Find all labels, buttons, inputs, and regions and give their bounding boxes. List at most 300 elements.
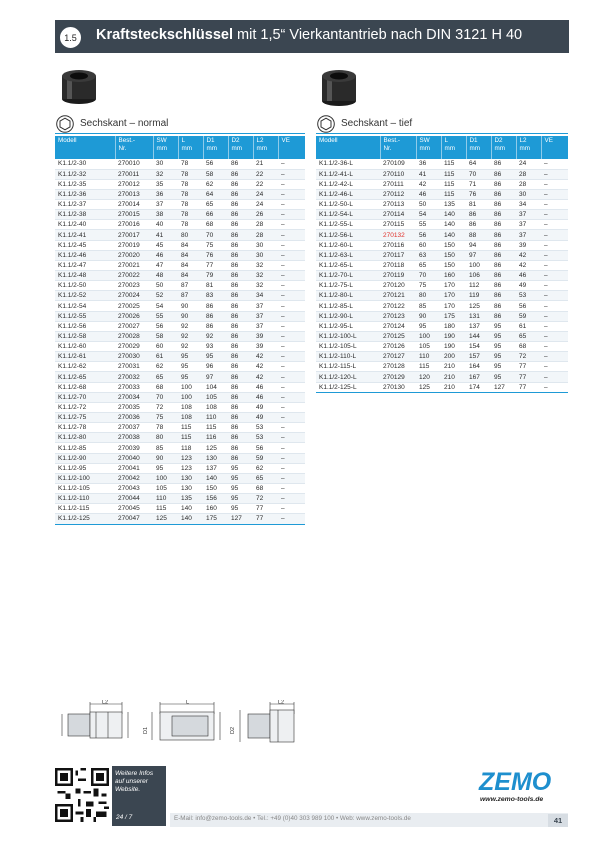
cell-l2: 68 — [516, 342, 541, 352]
cell-d1: 100 — [466, 260, 491, 270]
cell-sw: 52 — [153, 291, 178, 301]
cell-sw: 105 — [153, 484, 178, 494]
cell-ve: – — [541, 352, 568, 362]
cell-ve: – — [541, 210, 568, 220]
cell-l2: 39 — [253, 331, 278, 341]
cell-l2: 42 — [516, 260, 541, 270]
cell-modell: K1.1/2-70 — [55, 392, 115, 402]
cell-d1: 93 — [203, 342, 228, 352]
table-row — [55, 504, 305, 514]
cell-ve: – — [278, 423, 305, 433]
cell-ve: – — [278, 443, 305, 453]
cell-ve: – — [278, 473, 305, 483]
cell-best-nr: 270033 — [115, 382, 153, 392]
cell-l: 84 — [178, 240, 203, 250]
table-row — [55, 159, 305, 169]
table-row — [316, 260, 568, 270]
cell-ve: – — [278, 200, 305, 210]
cell-sw: 46 — [416, 189, 441, 199]
cell-best-nr: 270013 — [115, 189, 153, 199]
table-row — [316, 200, 568, 210]
diagram-3 — [240, 702, 294, 742]
cell-d2: 86 — [228, 179, 253, 189]
cell-best-nr: 270021 — [115, 260, 153, 270]
table-row — [55, 331, 305, 341]
cell-best-nr: 270123 — [380, 311, 416, 321]
cell-d1: 58 — [203, 169, 228, 179]
cell-l2: 77 — [253, 504, 278, 514]
cell-modell: K1.1/2-110 — [55, 494, 115, 504]
cell-sw: 37 — [153, 200, 178, 210]
table-row — [316, 159, 568, 169]
normal-table-body — [55, 159, 305, 524]
cell-sw: 70 — [153, 392, 178, 402]
cell-best-nr: 270121 — [380, 291, 416, 301]
table-row — [316, 342, 568, 352]
cell-d1: 96 — [203, 362, 228, 372]
cell-l: 78 — [178, 220, 203, 230]
info-line-2: auf unserer — [115, 778, 148, 785]
cell-best-nr: 270010 — [115, 159, 153, 169]
cell-sw: 55 — [153, 311, 178, 321]
cell-modell: K1.1/2-42-L — [316, 179, 380, 189]
hexagon-icon — [56, 115, 74, 133]
cell-l: 123 — [178, 463, 203, 473]
cell-best-nr: 270044 — [115, 494, 153, 504]
table-row — [316, 210, 568, 220]
cell-modell: K1.1/2-32 — [55, 169, 115, 179]
cell-sw: 125 — [153, 514, 178, 524]
table-row — [316, 362, 568, 372]
cell-d2: 86 — [491, 159, 516, 169]
cell-l: 78 — [178, 169, 203, 179]
table-row — [316, 382, 568, 392]
cell-l2: 34 — [516, 200, 541, 210]
cell-d1: 92 — [203, 331, 228, 341]
cell-ve: – — [278, 463, 305, 473]
cell-l2: 72 — [516, 352, 541, 362]
cell-modell: K1.1/2-36-L — [316, 159, 380, 169]
cell-d1: 71 — [466, 179, 491, 189]
cell-l2: 53 — [253, 433, 278, 443]
cell-l: 150 — [441, 240, 466, 250]
cell-sw: 85 — [416, 301, 441, 311]
cell-modell: K1.1/2-46 — [55, 250, 115, 260]
cell-ve: – — [278, 494, 305, 504]
cell-ve: – — [278, 179, 305, 189]
cell-l: 95 — [178, 362, 203, 372]
cell-modell: K1.1/2-80 — [55, 433, 115, 443]
cell-l2: 77 — [516, 362, 541, 372]
cell-l2: 24 — [516, 159, 541, 169]
col-sw: SW mm — [416, 136, 441, 159]
cell-sw: 46 — [153, 250, 178, 260]
cell-d1: 116 — [203, 433, 228, 443]
cell-sw: 48 — [153, 271, 178, 281]
cell-ve: – — [278, 342, 305, 352]
table-row — [55, 514, 305, 524]
deep-table — [316, 136, 568, 393]
cell-modell: K1.1/2-75 — [55, 413, 115, 423]
cell-l2: 42 — [253, 352, 278, 362]
cell-d1: 86 — [203, 301, 228, 311]
cell-l: 123 — [178, 453, 203, 463]
table-row — [55, 321, 305, 331]
cell-l: 115 — [178, 423, 203, 433]
cell-best-nr: 270029 — [115, 342, 153, 352]
cell-d2: 86 — [228, 443, 253, 453]
cell-sw: 115 — [153, 504, 178, 514]
cell-d1: 140 — [203, 473, 228, 483]
cell-best-nr: 270042 — [115, 473, 153, 483]
cell-d1: 115 — [203, 423, 228, 433]
qr-code[interactable] — [55, 768, 109, 822]
cell-best-nr: 270110 — [380, 169, 416, 179]
hexagon-icon — [317, 115, 335, 133]
table-row — [316, 352, 568, 362]
cell-d1: 164 — [466, 362, 491, 372]
table-row — [55, 250, 305, 260]
cell-l: 180 — [441, 321, 466, 331]
cell-d2: 95 — [491, 331, 516, 341]
cell-d1: 76 — [466, 189, 491, 199]
cell-modell: K1.1/2-50-L — [316, 200, 380, 210]
label-l: L — [186, 700, 190, 706]
col-l2: L2 mm — [253, 136, 278, 159]
cell-sw: 60 — [416, 240, 441, 250]
cell-sw: 78 — [153, 423, 178, 433]
cell-l2: 77 — [516, 372, 541, 382]
cell-l: 118 — [178, 443, 203, 453]
cell-l2: 42 — [253, 362, 278, 372]
cell-l2: 28 — [516, 179, 541, 189]
cell-sw: 90 — [153, 453, 178, 463]
cell-d2: 86 — [491, 189, 516, 199]
cell-best-nr: 270120 — [380, 281, 416, 291]
cell-best-nr: 270025 — [115, 301, 153, 311]
info-page-ref: 24 / 7 — [116, 814, 133, 821]
cell-l2: 24 — [253, 189, 278, 199]
cell-d1: 86 — [203, 311, 228, 321]
cell-ve: – — [541, 260, 568, 270]
cell-d2: 86 — [228, 331, 253, 341]
table-row — [316, 240, 568, 250]
cell-best-nr: 270011 — [115, 169, 153, 179]
cell-ve: – — [278, 402, 305, 412]
cell-l2: 65 — [516, 331, 541, 341]
cell-d1: 112 — [466, 281, 491, 291]
cell-d2: 86 — [228, 311, 253, 321]
cell-d2: 86 — [228, 352, 253, 362]
table-row — [55, 311, 305, 321]
socket-normal-image — [56, 68, 102, 106]
label-l2-b: L2 — [278, 700, 285, 706]
cell-l2: 62 — [253, 463, 278, 473]
cell-d2: 86 — [491, 220, 516, 230]
cell-d1: 97 — [466, 250, 491, 260]
cell-sw: 55 — [416, 220, 441, 230]
col-d1: D1 mm — [203, 136, 228, 159]
cell-modell: K1.1/2-40 — [55, 220, 115, 230]
table-row — [55, 423, 305, 433]
cell-d2: 95 — [491, 362, 516, 372]
cell-l2: 28 — [253, 220, 278, 230]
table-row — [55, 463, 305, 473]
cell-d2: 86 — [228, 382, 253, 392]
cell-best-nr: 270030 — [115, 352, 153, 362]
cell-d2: 86 — [491, 240, 516, 250]
cell-modell: K1.1/2-100-L — [316, 331, 380, 341]
cell-l: 190 — [441, 342, 466, 352]
col-l2: L2 mm — [516, 136, 541, 159]
cell-d1: 137 — [466, 321, 491, 331]
website-info-box[interactable] — [112, 766, 166, 826]
cell-best-nr: 270026 — [115, 311, 153, 321]
cell-l2: 49 — [253, 413, 278, 423]
cell-l: 130 — [178, 473, 203, 483]
dimension-diagrams — [52, 700, 302, 754]
cell-l: 84 — [178, 271, 203, 281]
cell-modell: K1.1/2-35 — [55, 179, 115, 189]
cell-best-nr: 270038 — [115, 433, 153, 443]
cell-l2: 49 — [253, 402, 278, 412]
cell-best-nr: 270114 — [380, 210, 416, 220]
table-row — [55, 473, 305, 483]
cell-d2: 86 — [228, 169, 253, 179]
cell-d1: 76 — [203, 250, 228, 260]
zemo-logo — [476, 766, 566, 806]
table-row — [55, 342, 305, 352]
cell-l: 84 — [178, 260, 203, 270]
cell-d2: 95 — [491, 352, 516, 362]
cell-l: 140 — [441, 220, 466, 230]
cell-d1: 77 — [203, 260, 228, 270]
cell-sw: 36 — [153, 189, 178, 199]
cell-ve: – — [278, 311, 305, 321]
cell-l2: 61 — [516, 321, 541, 331]
cell-best-nr: 270016 — [115, 220, 153, 230]
section-normal-label: Sechskant – normal — [80, 118, 169, 129]
cell-modell: K1.1/2-65 — [55, 372, 115, 382]
cell-modell: K1.1/2-85 — [55, 443, 115, 453]
cell-d2: 86 — [228, 271, 253, 281]
info-line-3: Website. — [115, 786, 141, 793]
cell-l: 78 — [178, 210, 203, 220]
cell-l2: 46 — [516, 271, 541, 281]
cell-ve: – — [541, 281, 568, 291]
cell-best-nr: 270024 — [115, 291, 153, 301]
diagram-2 — [152, 702, 220, 740]
cell-d1: 174 — [466, 382, 491, 392]
normal-table — [55, 136, 305, 525]
cell-l2: 77 — [253, 514, 278, 524]
cell-modell: K1.1/2-50 — [55, 281, 115, 291]
cell-d2: 86 — [228, 240, 253, 250]
cell-l: 200 — [441, 352, 466, 362]
cell-d1: 106 — [466, 271, 491, 281]
cell-l: 115 — [441, 169, 466, 179]
cell-d2: 86 — [228, 453, 253, 463]
cell-modell: K1.1/2-72 — [55, 402, 115, 412]
cell-l2: 53 — [253, 423, 278, 433]
cell-best-nr: 270023 — [115, 281, 153, 291]
cell-modell: K1.1/2-55-L — [316, 220, 380, 230]
cell-l2: 37 — [253, 301, 278, 311]
cell-best-nr: 270122 — [380, 301, 416, 311]
cell-sw: 36 — [416, 159, 441, 169]
cell-l2: 53 — [516, 291, 541, 301]
cell-d2: 95 — [228, 504, 253, 514]
cell-d1: 150 — [203, 484, 228, 494]
cell-d2: 86 — [228, 200, 253, 210]
cell-d2: 86 — [228, 372, 253, 382]
cell-l2: 49 — [516, 281, 541, 291]
cell-sw: 95 — [153, 463, 178, 473]
cell-l2: 32 — [253, 271, 278, 281]
cell-best-nr: 270015 — [115, 210, 153, 220]
cell-ve: – — [278, 250, 305, 260]
cell-ve: – — [278, 169, 305, 179]
cell-best-nr: 270115 — [380, 220, 416, 230]
section-normal — [55, 114, 305, 134]
cell-l2: 37 — [253, 321, 278, 331]
cell-l: 90 — [178, 301, 203, 311]
cell-modell: K1.1/2-100 — [55, 473, 115, 483]
cell-ve: – — [278, 331, 305, 341]
cell-l: 175 — [441, 311, 466, 321]
cell-ve: – — [541, 331, 568, 341]
cell-d2: 95 — [491, 321, 516, 331]
cell-l: 95 — [178, 372, 203, 382]
cell-ve: – — [278, 413, 305, 423]
cell-modell: K1.1/2-68 — [55, 382, 115, 392]
table-row — [55, 230, 305, 240]
cell-ve: – — [278, 352, 305, 362]
table-row — [55, 392, 305, 402]
table-header-row — [55, 136, 305, 159]
cell-best-nr: 270017 — [115, 230, 153, 240]
cell-d2: 86 — [228, 159, 253, 169]
cell-l: 210 — [441, 382, 466, 392]
cell-d2: 95 — [491, 372, 516, 382]
cell-ve: – — [541, 240, 568, 250]
table-row — [316, 179, 568, 189]
cell-l2: 39 — [516, 240, 541, 250]
table-row — [55, 179, 305, 189]
cell-ve: – — [278, 321, 305, 331]
cell-l2: 22 — [253, 179, 278, 189]
cell-sw: 32 — [153, 169, 178, 179]
cell-modell: K1.1/2-55 — [55, 311, 115, 321]
footer-contact: E-Mail: info@zemo-tools.de • Tel.: +49 (0)40 303 989 100 • Web: www.zemo-tools.de — [174, 815, 411, 822]
cell-modell: K1.1/2-46-L — [316, 189, 380, 199]
cell-d1: 175 — [203, 514, 228, 524]
cell-l2: 30 — [516, 189, 541, 199]
table-row — [316, 372, 568, 382]
col-d1: D1 mm — [466, 136, 491, 159]
col-d2: D2 mm — [491, 136, 516, 159]
cell-modell: K1.1/2-70-L — [316, 271, 380, 281]
cell-l: 78 — [178, 200, 203, 210]
cell-d1: 154 — [466, 342, 491, 352]
cell-sw: 85 — [153, 443, 178, 453]
cell-d1: 105 — [203, 392, 228, 402]
table-row — [55, 220, 305, 230]
cell-ve: – — [541, 372, 568, 382]
cell-sw: 45 — [153, 240, 178, 250]
cell-best-nr: 270119 — [380, 271, 416, 281]
label-d2: D2 — [230, 726, 236, 734]
cell-d2: 86 — [228, 210, 253, 220]
cell-d2: 86 — [491, 260, 516, 270]
cell-modell: K1.1/2-95 — [55, 463, 115, 473]
col-l: L mm — [441, 136, 466, 159]
cell-d2: 86 — [228, 413, 253, 423]
cell-d2: 86 — [228, 281, 253, 291]
cell-d1: 131 — [466, 311, 491, 321]
cell-l: 115 — [441, 189, 466, 199]
cell-best-nr: 270031 — [115, 362, 153, 372]
cell-l2: 32 — [253, 281, 278, 291]
page-title — [96, 27, 522, 43]
cell-modell: K1.1/2-115 — [55, 504, 115, 514]
cell-l: 130 — [178, 484, 203, 494]
cell-d2: 86 — [491, 250, 516, 260]
cell-l: 78 — [178, 179, 203, 189]
table-row — [55, 352, 305, 362]
cell-d1: 110 — [203, 413, 228, 423]
cell-d2: 86 — [228, 392, 253, 402]
cell-modell: K1.1/2-125-L — [316, 382, 380, 392]
cell-sw: 110 — [416, 352, 441, 362]
logo-name: ZEMO — [479, 768, 552, 796]
deep-table-body — [316, 159, 568, 392]
cell-sw: 125 — [416, 382, 441, 392]
cell-d1: 95 — [203, 352, 228, 362]
cell-modell: K1.1/2-41-L — [316, 169, 380, 179]
cell-ve: – — [541, 200, 568, 210]
cell-d2: 86 — [228, 189, 253, 199]
cell-modell: K1.1/2-30 — [55, 159, 115, 169]
cell-d2: 86 — [228, 301, 253, 311]
cell-modell: K1.1/2-125 — [55, 514, 115, 524]
cell-ve: – — [278, 392, 305, 402]
cell-d1: 68 — [203, 220, 228, 230]
cell-d2: 86 — [491, 301, 516, 311]
cell-sw: 72 — [153, 402, 178, 412]
cell-d1: 64 — [203, 189, 228, 199]
cell-best-nr: 270128 — [380, 362, 416, 372]
cell-best-nr: 270116 — [380, 240, 416, 250]
cell-l2: 42 — [253, 372, 278, 382]
cell-d2: 95 — [228, 473, 253, 483]
cell-best-nr: 270113 — [380, 200, 416, 210]
logo-url: www.zemo-tools.de — [480, 796, 544, 803]
cell-d2: 86 — [228, 342, 253, 352]
table-row — [55, 494, 305, 504]
cell-l: 87 — [178, 281, 203, 291]
cell-l2: 65 — [253, 473, 278, 483]
cell-best-nr: 270036 — [115, 413, 153, 423]
col-ve: VE — [278, 136, 305, 159]
cell-sw: 41 — [153, 230, 178, 240]
cell-ve: – — [541, 321, 568, 331]
cell-ve: – — [278, 210, 305, 220]
cell-modell: K1.1/2-52 — [55, 291, 115, 301]
cell-modell: K1.1/2-58 — [55, 331, 115, 341]
cell-l: 80 — [178, 230, 203, 240]
label-l2: L2 — [102, 700, 109, 706]
